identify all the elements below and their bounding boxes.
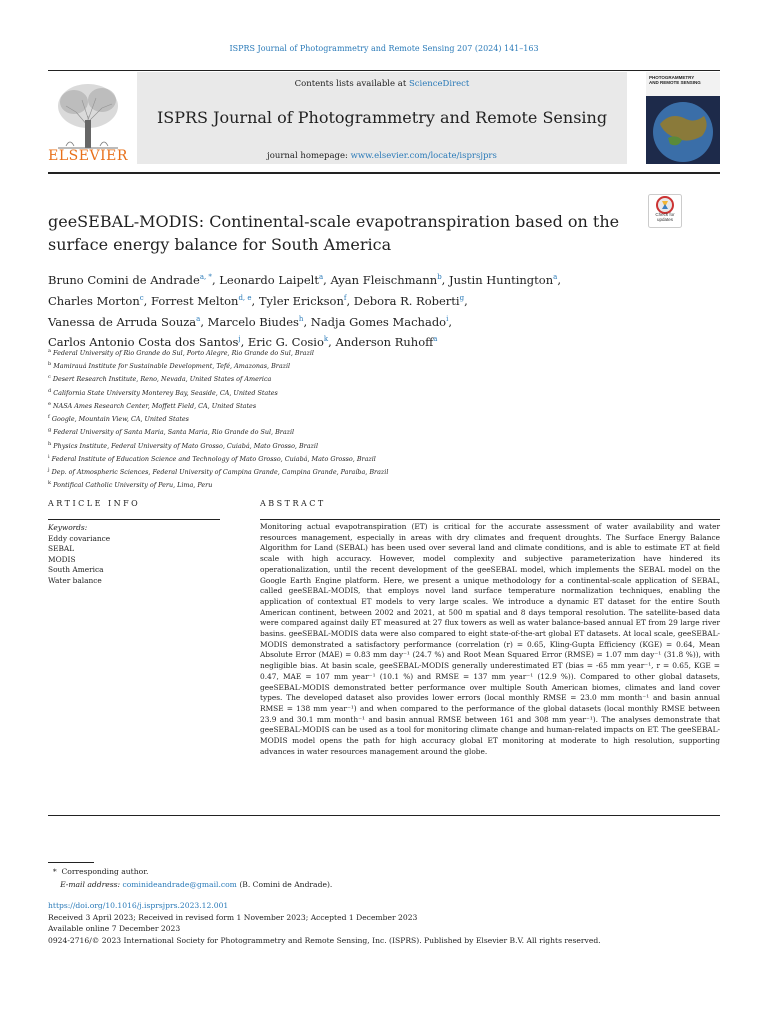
author-affil-sup[interactable]: d, e	[238, 293, 252, 302]
author-list	[48, 268, 648, 351]
author-name[interactable]: Forrest Melton	[150, 293, 239, 308]
email-link[interactable]: cominideandrade@gmail.com	[122, 879, 237, 889]
author-line-3: Vanessa de Arruda Souza$^a$, Marcelo Biudes$^h$, Nadja Gomes Machado$^i$,	[48, 314, 453, 329]
author-affil-sup[interactable]: f	[343, 293, 347, 302]
author-name[interactable]: Eric G. Cosio	[247, 335, 324, 350]
email-suffix: (B. Comini de Andrade).	[239, 879, 333, 889]
front-matter-end-rule	[48, 815, 720, 816]
affiliation-key: h	[48, 440, 52, 447]
affiliation-list	[48, 346, 648, 491]
homepage-prefix: journal homepage:	[267, 151, 351, 161]
footnote-block	[48, 866, 648, 891]
cover-title-line-1: PHOTOGRAMMETRY	[649, 75, 695, 80]
affiliation-item	[48, 478, 648, 491]
affiliation-item	[48, 399, 648, 412]
email-line	[48, 879, 648, 892]
author-line-2: Charles Morton$^c$, Forrest Melton$^{d, e}$, Tyler Erickson$^f$, Debora R. Roberti$^g$,	[48, 293, 468, 308]
affiliation-text: Federal University of Santa Maria, Santa Maria, Rio Grande do Sul, Brazil	[53, 428, 295, 437]
author-affil-sup[interactable]: c	[139, 293, 144, 302]
affiliation-item	[48, 359, 648, 372]
cover-title	[649, 76, 717, 86]
author-affil-sup[interactable]: k	[323, 335, 329, 344]
affiliation-key: i	[48, 453, 50, 460]
affiliation-key: j	[48, 466, 50, 473]
affiliation-text: Federal University of Rio Grande do Sul, Porto Alegre, Rio Grande do Sul, Brazil	[53, 349, 314, 358]
author-affil-sup[interactable]: i	[446, 314, 449, 323]
affiliation-item	[48, 439, 648, 452]
abstract-text: Monitoring actual evapotranspiration (ET) is critical for the accurate assessment of water availability and water resources management, especially in areas with dry climates and frequent droughts. The Surface Energy Balance Algorithm for Land (SEBAL) has been used over several land and climate conditions, and is able to estimate ET at field scale with high accuracy. However, model complexity and subjective parameterization have hindered its operationalization, until the recent development of the geeSEBAL model, which implements the SEBAL model on the Google Earth Engine platform. Here, we present a unique methodology for a continental-scale application of SEBAL, called geeSEBAL-MODIS, that employs novel land surface temperature normalization techniques, enabling the application of contextual ET models to very large scales. We introduce a dynamic ET dataset for the entire South American continent, between 2002 and 2021, at 500 m spatial and 8 days temporal resolution. The satellite-based data were compared against daily ET measured at 27 flux towers as well as water balance-based annual ET from 29 large river basins. geeSEBAL-MODIS data were also compared to eight state-of-the-art global ET datasets. At local scale, geeSEBAL-MODIS demonstrated a satisfactory performance (correlation (r) = 0.65, Kling-Gupta Efficiency (KGE) = 0.64, Mean Absolute Error (MAE) = 0.83 mm day⁻¹ (24.7 %) and Root Mean Squared Error (RMSE) = 1.07 mm day⁻¹ (31.8 %)), with negligible bias. At basin scale, geeSEBAL-MODIS generally underestimated ET (bias = -65 mm year⁻¹, r = 0.65, KGE = 0.47, MAE = 107 mm year⁻¹ (10.1 %) and RMSE = 137 mm year⁻¹ (12.9 %)). Compared to other global datasets, geeSEBAL-MODIS demonstrated better performance over multiple South American biomes, climates and land cover types. The developed dataset also provides lower errors (local monthly RMSE = 23.0 mm month⁻¹ and basin annual RMSE = 138 mm year⁻¹) and when compared to the performance of the global datasets (local monthly RMSE between 23.9 and 30.1 mm month⁻¹ and basin annual RMSE between 161 and 308 mm year⁻¹). The analyses demonstrate that geeSEBAL-MODIS can be used as a tool for monitoring climate change and human-related impacts on ET. The geeSEBAL-MODIS model opens the path for high accuracy global ET monitoring at moderate to high resolution, supporting advances in water resources management around the globe.	[260, 522, 720, 756]
affiliation-text: Physics Institute, Federal University of Mato Grosso, Cuiabá, Mato Grosso, Brazil	[53, 441, 318, 450]
available-online: Available online 7 December 2023	[48, 924, 181, 933]
check-for-updates-label: Check for updates	[655, 212, 675, 222]
keywords-block	[48, 523, 218, 586]
affiliation-text: Federal Institute of Education Science and Technology of Mato Grosso, Cuiabá, Mato Grosso, Brazil	[51, 454, 376, 463]
contents-line	[137, 79, 627, 89]
affiliation-key: f	[48, 414, 50, 421]
author-line-1: Bruno Comini de Andrade$^{a, *}$, Leonardo Laipelt$^a$, Ayan Fleischmann$^b$, Justin Huntington$^a$,	[48, 272, 561, 287]
sciencedirect-link[interactable]: ScienceDirect	[408, 79, 470, 89]
cover-title-line-2: AND REMOTE SENSING	[649, 79, 701, 85]
affiliation-text: Mamirauá Institute for Sustainable Development, Tefé, Amazonas, Brazil	[53, 362, 291, 371]
author-name[interactable]: Debora R. Roberti	[353, 293, 460, 308]
author-name[interactable]: Charles Morton	[48, 293, 140, 308]
received-dates: Received 3 April 2023; Received in revised form 1 November 2023; Accepted 1 December 2023	[48, 912, 418, 922]
keyword-item: SEBAL	[48, 544, 75, 553]
affiliation-key: k	[48, 480, 52, 487]
author-name[interactable]: Carlos Antonio Costa dos Santos	[48, 335, 239, 350]
abstract-rule	[260, 519, 720, 520]
affiliation-item	[48, 452, 648, 465]
author-name[interactable]: Justin Huntington	[448, 272, 554, 287]
abstract-heading: ABSTRACT	[260, 499, 326, 508]
author-affil-sup[interactable]: b	[437, 273, 442, 281]
publication-info	[48, 900, 720, 946]
keyword-item: Eddy covariance	[48, 533, 111, 543]
journal-homepage	[137, 151, 627, 161]
article-title-line-2: surface energy balance for South America	[48, 235, 392, 254]
author-name[interactable]: Bruno Comini de Andrade	[48, 272, 200, 287]
article-title	[48, 210, 638, 256]
journal-title: ISPRS Journal of Photogrammetry and Remote Sensing	[156, 108, 608, 127]
doi-link[interactable]: https://doi.org/10.1016/j.isprsjprs.2023.12.001	[48, 901, 229, 910]
author-name[interactable]: Nadja Gomes Machado	[310, 314, 447, 329]
footnote-rule	[48, 862, 94, 863]
author-name[interactable]: Anderson Ruhoff	[335, 335, 434, 350]
contents-prefix: Contents lists available at	[294, 79, 409, 89]
header-top-rule	[48, 70, 720, 71]
article-info-heading: ARTICLE INFO	[48, 499, 141, 508]
affiliation-item	[48, 425, 648, 438]
author-affil-sup[interactable]: j	[238, 335, 241, 344]
affiliation-text: California State University Monterey Bay, Seaside, CA, United States	[53, 388, 278, 397]
author-name[interactable]: Leonardo Laipelt	[219, 272, 319, 287]
author-affil-sup[interactable]: a	[433, 335, 438, 344]
article-info-rule	[48, 519, 220, 520]
affiliation-item	[48, 386, 648, 399]
affiliation-key: g	[48, 427, 52, 434]
keyword-item: MODIS	[48, 554, 76, 564]
affiliation-key: a	[48, 348, 51, 354]
article-title-line-1: geeSEBAL-MODIS: Continental-scale evapotranspiration based on the	[48, 212, 620, 231]
homepage-link[interactable]: www.elsevier.com/locate/isprsjprs	[350, 151, 497, 161]
header-bottom-rule	[48, 172, 720, 174]
affiliation-key: c	[48, 374, 51, 381]
author-affil-sup[interactable]: a	[318, 273, 324, 281]
author-affil-sup[interactable]: a	[553, 273, 558, 281]
author-name[interactable]: Marcelo Biudes	[207, 314, 299, 329]
affiliation-key: d	[48, 387, 52, 394]
affiliation-item	[48, 372, 648, 385]
affiliation-text: NASA Ames Research Center, Moffett Field, CA, United States	[53, 402, 257, 410]
journal-citation[interactable]: ISPRS Journal of Photogrammetry and Remote Sensing 207 (2024) 141–163	[229, 44, 539, 53]
copyright-line: 0924-2716/© 2023 International Society for Photogrammetry and Remote Sensing, Inc. (ISPRS). Published by Elsevier B.V. All rights reserved.	[48, 935, 601, 945]
affiliation-text: Dep. of Atmospheric Sciences, Federal University of Campina Grande, Campina Grande, Paraíba, Brazil	[51, 468, 389, 477]
affiliation-item	[48, 465, 648, 478]
author-name[interactable]: Ayan Fleischmann	[330, 272, 438, 287]
author-affil-sup[interactable]: a	[196, 314, 201, 323]
author-name[interactable]: Vanessa de Arruda Souza	[48, 314, 197, 329]
affiliation-item	[48, 412, 648, 425]
affiliation-text: Pontifical Catholic University of Peru, Lima, Peru	[53, 481, 213, 490]
affiliation-text: Desert Research Institute, Reno, Nevada, United States of America	[52, 375, 272, 384]
corresponding-text: Corresponding author.	[61, 867, 149, 876]
keywords-label: Keywords:	[48, 523, 88, 532]
author-affil-sup[interactable]: a, *	[199, 273, 212, 281]
corresponding-note: * Corresponding author.	[48, 867, 149, 876]
elsevier-wordmark: ELSEVIER	[48, 148, 128, 164]
keyword-item: South America	[48, 565, 104, 574]
affiliation-text: Google, Mountain View, CA, United States	[51, 415, 189, 424]
author-line-4: Carlos Antonio Costa dos Santos$^j$, Eric G. Cosio$^k$, Anderson Ruhoff$^a$	[48, 335, 438, 350]
check-for-updates-icon[interactable]	[648, 194, 682, 228]
email-label: E-mail address:	[60, 879, 121, 889]
author-affil-sup[interactable]: g	[459, 293, 465, 302]
affiliation-key: b	[48, 361, 52, 368]
affiliation-item	[48, 346, 648, 359]
affiliation-key: e	[48, 400, 51, 407]
author-affil-sup[interactable]: h	[298, 314, 304, 323]
author-name[interactable]: Tyler Erickson	[258, 293, 344, 308]
keyword-item: Water balance	[48, 575, 102, 585]
